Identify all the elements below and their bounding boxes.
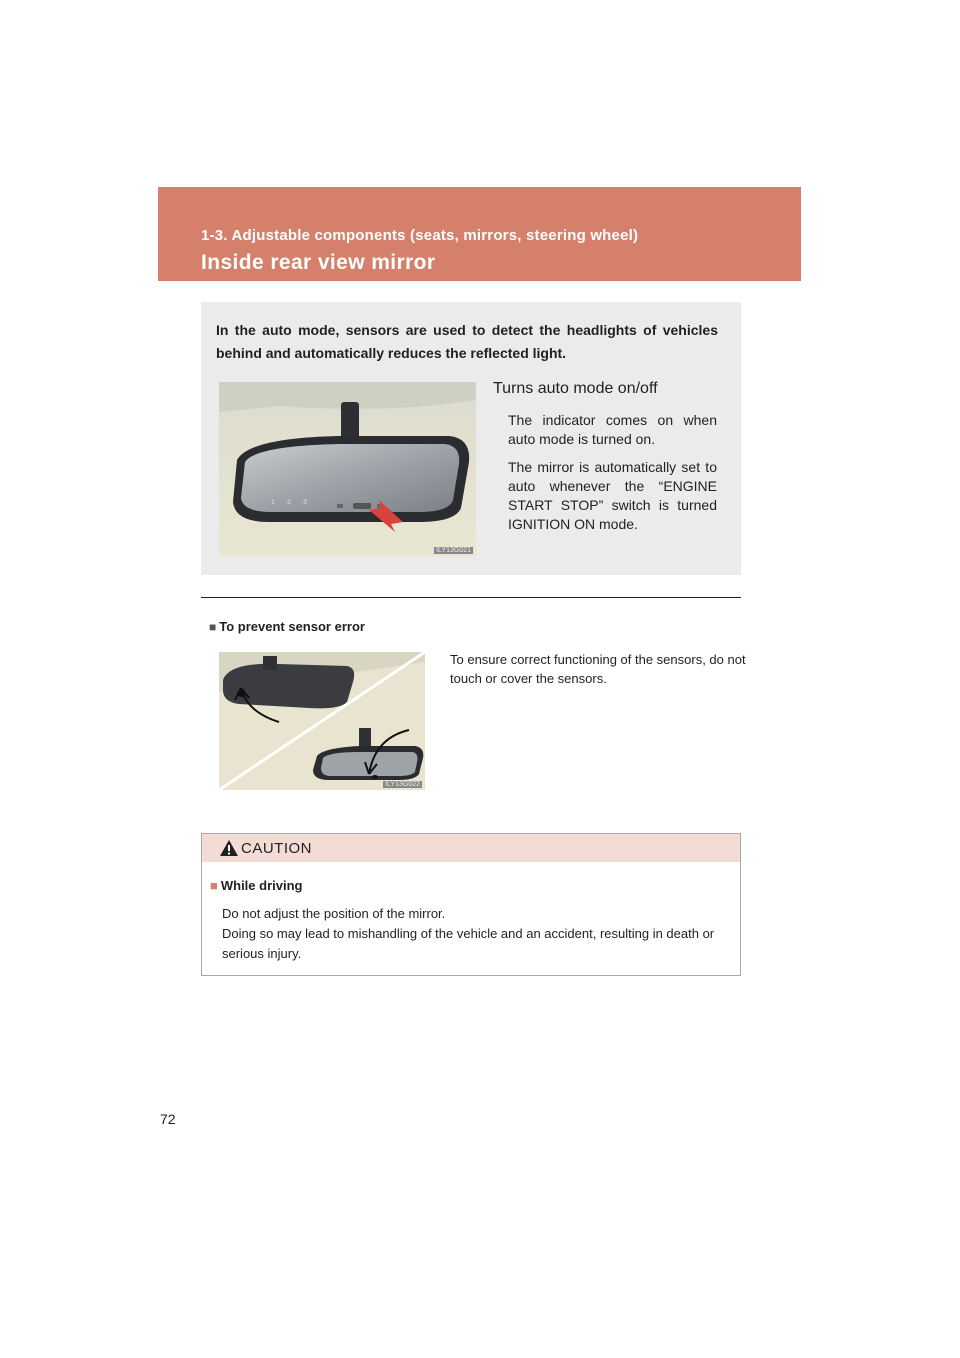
mirror-image (219, 382, 476, 556)
sensor-illustration (219, 652, 425, 790)
mirror-mark-1: 1 (271, 499, 275, 506)
figure-code: ILY13G021 (436, 547, 471, 554)
mirror-mark-2: 2 (287, 499, 291, 506)
auto-button (353, 503, 371, 509)
warning-triangle-icon (219, 839, 239, 857)
caution-box (201, 833, 741, 976)
header-band (158, 187, 801, 281)
callout-paragraph: The mirror is automatically set to auto whenever the “ENGINE START STOP” switch is turned IGNITION ON mode. (508, 459, 717, 532)
sensor-image (219, 652, 425, 790)
sensor-heading-text: To prevent sensor error (219, 619, 365, 634)
sensor-heading (209, 619, 365, 634)
intro-box (201, 302, 741, 575)
caution-header (202, 834, 740, 862)
caution-label: CAUTION (241, 840, 312, 857)
caution-subheading-text: While driving (220, 878, 303, 893)
figure-code: ILY13G022 (385, 781, 420, 788)
caution-body (222, 904, 737, 964)
caution-line: Doing so may lead to mishandling of the vehicle and an accident, resulting in death or serious injury. (222, 926, 715, 961)
callout-title: Turns auto mode on/off (493, 380, 658, 397)
caution-subheading (210, 878, 302, 893)
section-label: 1-3. Adjustable components (seats, mirrors, steering wheel) (201, 227, 639, 244)
page-number: 72 (160, 1111, 176, 1127)
caution-line: Do not adjust the position of the mirror. (222, 906, 446, 921)
divider (201, 597, 741, 598)
square-bullet-icon: ■ (210, 878, 218, 893)
mirror-illustration (219, 382, 476, 556)
intro-text: In the auto mode, sensors are used to detect the headlights of vehicles behind and automatically reduces the reflected light. (216, 322, 718, 361)
mirror-mark-3: 3 (303, 499, 307, 506)
callout-paragraph: The indicator comes on when auto mode is turned on. (508, 412, 717, 447)
sensor-text: To ensure correct functioning of the sensors, do not touch or cover the sensors. (450, 652, 746, 686)
page-title: Inside rear view mirror (201, 251, 436, 274)
square-bullet-icon: ■ (209, 620, 217, 634)
